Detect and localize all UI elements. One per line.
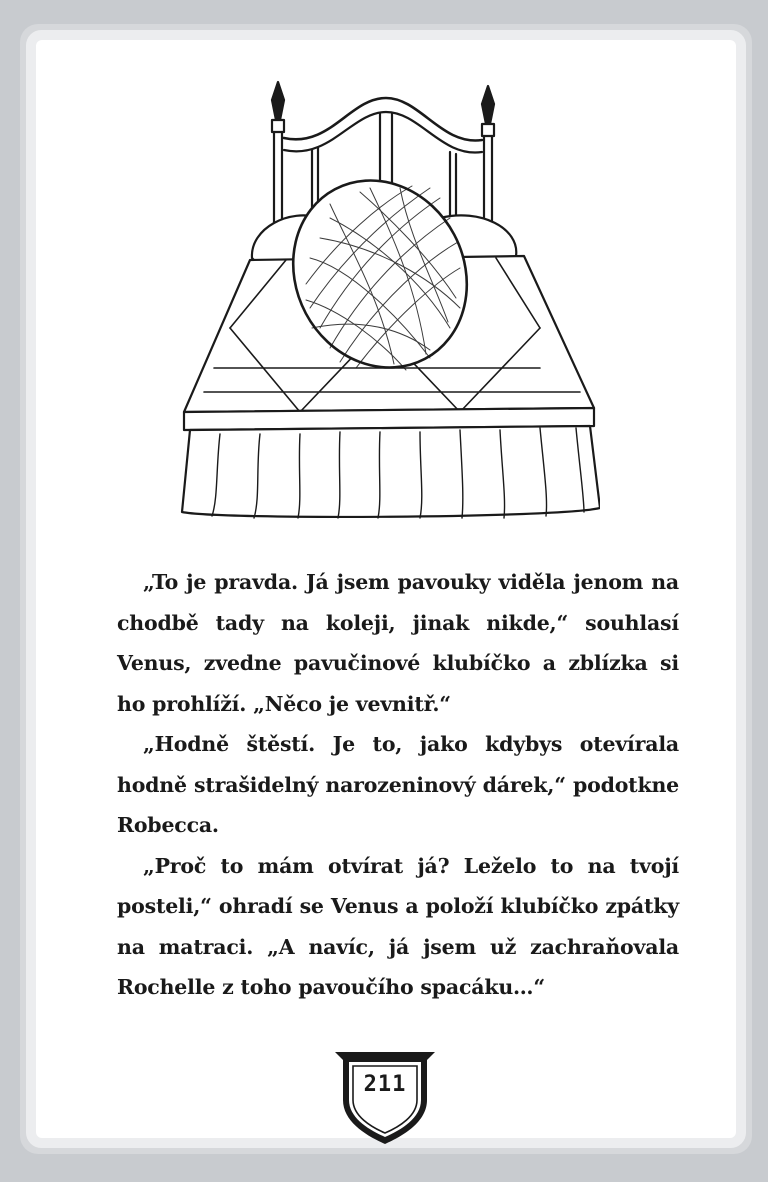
- bedpost-left: [272, 82, 284, 228]
- bed-illustration: [180, 78, 600, 528]
- paragraph-3: „Proč to mám otvírat já? Leželo to na tvojí posteli,“ ohradí se Venus a položí klubíčko zpátky na matraci. „A navíc, já jsem už zachraňovala Rochelle z toho pavoučího spacáku…“: [117, 853, 679, 999]
- bedpost-right: [482, 86, 494, 228]
- paragraph-2: „Hodně štěstí. Je to, jako kdybys otevírala hodně strašidelný narozeninový dárek,“ podotkne Robecca.: [117, 732, 679, 837]
- story-text: [117, 562, 679, 1008]
- page-number-shield: [333, 1050, 437, 1146]
- paragraph-1: „To je pravda. Já jsem pavouky viděla jenom na chodbě tady na koleji, jinak nikde,“ souhlasí Venus, zvedne pavučinové klubíčko a zblízka si ho prohlíží. „Něco je vevnitř.“: [117, 570, 679, 716]
- page-number: 211: [363, 1072, 407, 1097]
